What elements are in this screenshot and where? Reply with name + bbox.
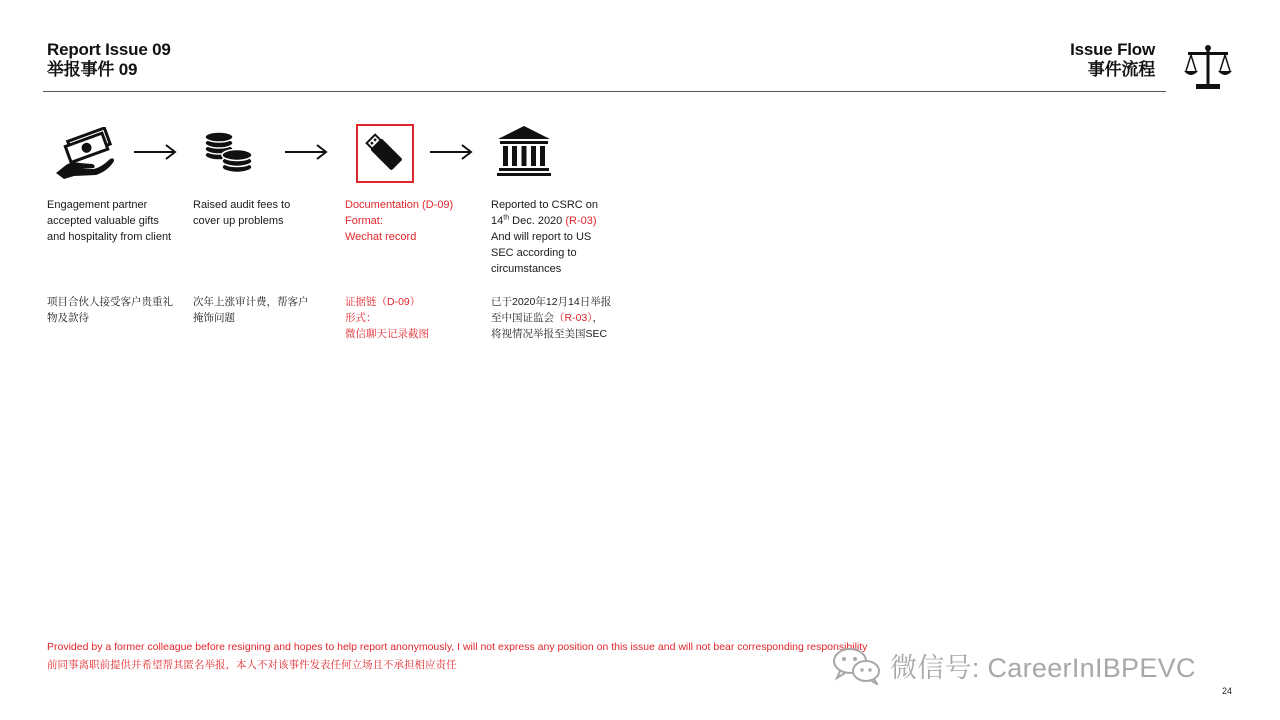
page-number: 24 (1221, 686, 1232, 696)
government-building-icon (496, 125, 552, 177)
step-3-zh-line: 微信聊天记录截图 (345, 328, 429, 340)
report-reference: (R-03) (565, 215, 597, 227)
section-title-zh: 事件流程 (1087, 60, 1155, 79)
report-day: 14 (491, 215, 504, 227)
step-4-en-line: SEC according to (491, 247, 577, 259)
step-2-description (193, 197, 290, 229)
step-2-zh-line: 掩饰问题 (193, 312, 235, 324)
step-2-description-zh (193, 294, 309, 326)
step-1-en-line: and hospitality from client (47, 231, 172, 243)
step-3-description (345, 197, 453, 245)
coin-stacks-icon (203, 129, 255, 175)
report-date-rest: Dec. 2020 (509, 215, 566, 227)
step-2-en-line: cover up problems (193, 215, 284, 227)
step-4-en-line: Reported to CSRC on (491, 199, 598, 211)
step-3-en-line: Wechat record (345, 231, 417, 243)
step-3-en-line: Documentation (D-09) (345, 199, 454, 211)
step-4-zh-line: 已于2020年12月14日举报 (491, 296, 612, 308)
report-title-zh: 举报事件 09 (47, 60, 138, 79)
step-4-zh-line (491, 310, 611, 326)
section-title-block (1070, 40, 1155, 80)
step-4-en-line: And will report to US (491, 231, 592, 243)
report-title-en: Report Issue 09 (47, 40, 171, 59)
step-4-description-zh (491, 294, 611, 342)
step-1-en-line: Engagement partner (47, 199, 148, 211)
step-4-zh-text: 至中国证监会 (491, 312, 554, 324)
step-1-description (47, 197, 171, 245)
step-1-zh-line: 项目合伙人接受客户贵重礼 (47, 296, 173, 308)
step-1-zh-line: 物及款待 (47, 312, 89, 324)
step-2-en-line: Raised audit fees to (193, 199, 291, 211)
step-1-en-line: accepted valuable gifts (47, 215, 159, 227)
watermark-text: 微信号: CareerInIBPEVC (890, 652, 1196, 683)
step-4-zh-punct: ， (592, 312, 604, 324)
step-3-description-zh (345, 294, 429, 342)
arrow-right-icon (429, 144, 473, 160)
step-4-description (491, 197, 598, 277)
disclaimer-zh: 前同事离职前提供并希望帮其匿名举报，本人不对该事件发表任何立场且不承担相应责任 (47, 659, 457, 671)
report-reference-zh: （R-03） (554, 312, 593, 324)
step-3-zh-line: 证据链（D-09） (345, 296, 421, 308)
disclaimer-en: Provided by a former colleague before resigning and hopes to help report anonymously, I will not express any position on this issue and will not bear corresponding responsibility (47, 641, 868, 653)
report-day-suffix: th (503, 214, 510, 222)
arrow-right-icon (133, 144, 177, 160)
wechat-watermark (830, 645, 1196, 685)
step-4-zh-line: 将视情况举报至美国SEC (491, 328, 608, 340)
step-4-en-line: circumstances (491, 263, 562, 275)
step-1-description-zh (47, 294, 173, 326)
step-4-en-date-line (491, 213, 598, 229)
header-divider (43, 91, 1166, 92)
step-3-zh-line: 形式： (345, 312, 377, 324)
scales-of-justice-icon (1183, 43, 1233, 93)
hand-receiving-money-icon (52, 127, 116, 179)
step-2-zh-line: 次年上涨审计费，帮客户 (193, 296, 309, 308)
wechat-icon (830, 645, 884, 685)
usb-drive-icon (362, 130, 408, 176)
section-title-en: Issue Flow (1070, 40, 1155, 59)
arrow-right-icon (284, 144, 328, 160)
step-3-en-line: Format: (345, 215, 383, 227)
report-title-block (47, 40, 171, 80)
